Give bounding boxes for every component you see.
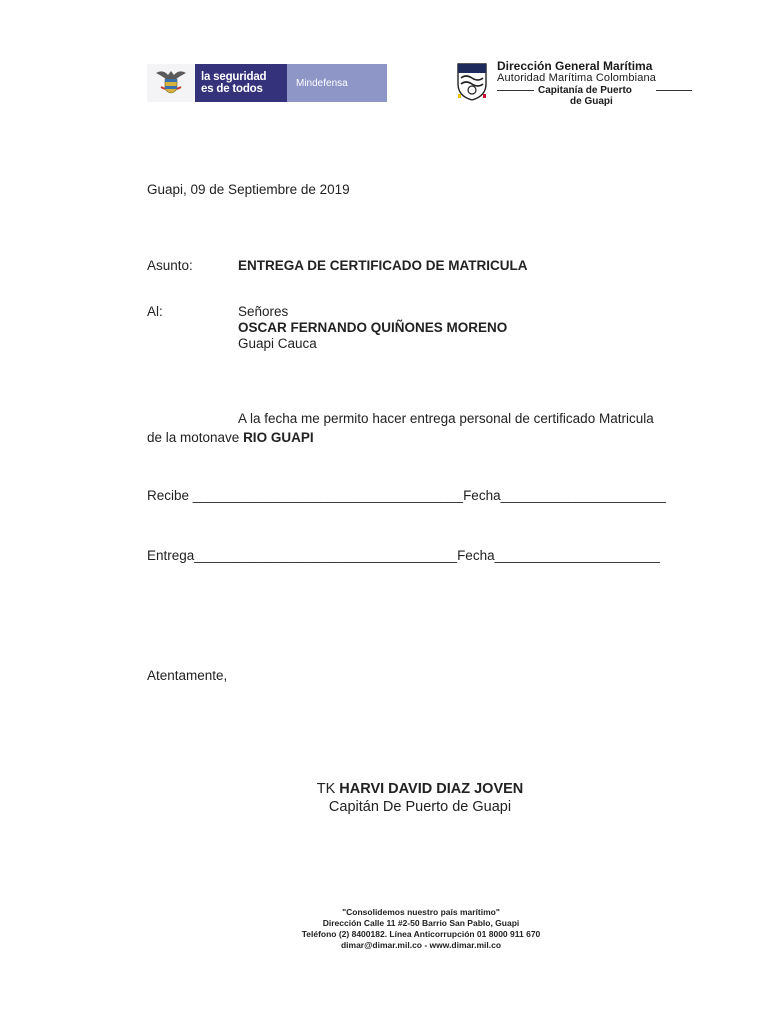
closing: Atentamente,	[147, 668, 228, 683]
to-label: Al:	[147, 304, 163, 319]
ministry-label: Mindefensa	[287, 64, 387, 102]
signature-name	[0, 781, 768, 797]
recipient-name: OSCAR FERNANDO QUIÑONES MORENO	[238, 320, 508, 335]
mindefensa-banner	[147, 64, 387, 102]
recipient-city: Guapi Cauca	[238, 336, 317, 351]
footer-address: Dirección Calle 11 #2-50 Barrio San Pablo, Guapi	[322, 918, 520, 928]
dimar-subtitle: Autoridad Marítima Colombiana	[497, 72, 657, 84]
receive-signature-line: Recibe ____________________________________Fecha______________________	[147, 488, 666, 503]
footer-motto: "Consolidemos nuestro país marítimo"	[342, 907, 500, 917]
signature-rank: TK	[316, 781, 340, 797]
footer-phone: Teléfono (2) 8400182. Línea Anticorrupción 01 8000 911 670	[301, 929, 541, 939]
body-line-2-text: de la motonave	[147, 430, 244, 445]
dimar-office-line-2: de Guapi	[570, 96, 613, 107]
divider-left	[497, 90, 534, 91]
footer-contact: dimar@dimar.mil.co - www.dimar.mil.co	[340, 940, 502, 950]
salutation: Señores	[238, 304, 289, 319]
body-line-2	[147, 430, 314, 446]
vessel-name: RIO GUAPI	[243, 430, 314, 445]
place-date: Guapi, 09 de Septiembre de 2019	[147, 182, 350, 197]
subject: ENTREGA DE CERTIFICADO DE MATRICULA	[238, 258, 528, 273]
colombia-coat-of-arms-icon	[147, 64, 195, 102]
slogan-line-1: la seguridad	[201, 71, 267, 83]
deliver-signature-line: Entrega___________________________________Fecha______________________	[147, 548, 660, 563]
dimar-office-line-1: Capitanía de Puerto	[538, 85, 632, 96]
signature-role: Capitán De Puerto de Guapi	[328, 799, 512, 815]
dimar-title: Dirección General Marítima	[497, 59, 653, 73]
slogan-line-2: es de todos	[201, 83, 263, 95]
divider-right	[656, 90, 692, 91]
dimar-logo-icon	[452, 60, 492, 102]
subject-label: Asunto:	[147, 258, 193, 273]
body-line-1: A la fecha me permito hacer entrega personal de certificado Matricula	[238, 411, 654, 426]
signature-person: HARVI DAVID DIAZ JOVEN	[339, 781, 524, 797]
slogan	[195, 64, 287, 102]
